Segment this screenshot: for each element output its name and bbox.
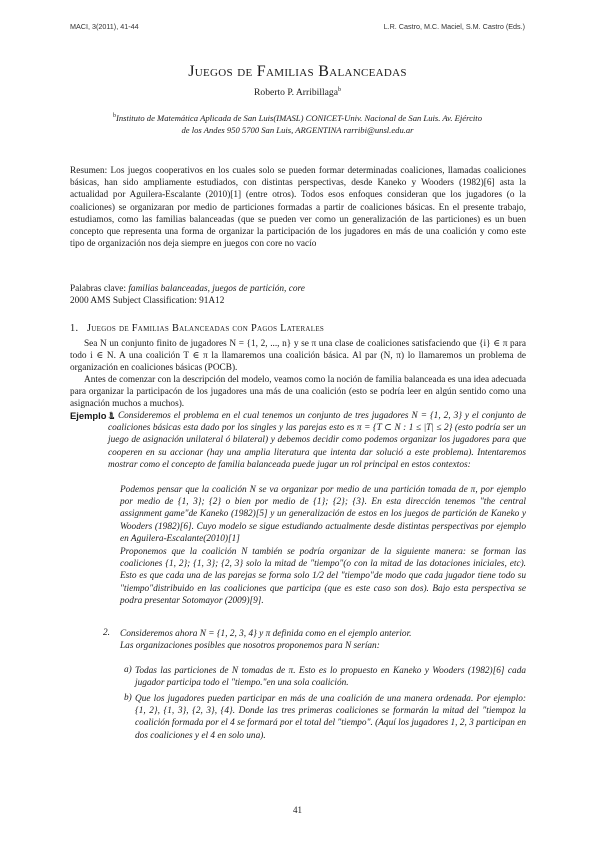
author-name: Roberto P. Arribillaga: [254, 87, 338, 99]
sub-item-b: Que los jugadores pueden participar en más de una coalición de una manera ordenada. Por ejemplo: {1, 2}, {1, 3}, {2, 3}, {4}. Donde las tres primeras coaliciones se formarán la mitad del "tiempoz la coalición formada por el 4 se formará por el total del "tiempo". (Aquí los jugadores 1, 2, 3 participan en dos coaliciones y el 4 en solo una).: [135, 694, 526, 741]
abstract-label: Resumen:: [70, 166, 108, 176]
section-heading: [70, 323, 324, 334]
sub-item-a: Todas las particiones de N tomadas de π. Esto es lo propuesto en Kaneko y Wooders (1982)[6] cada jugador participa todo el "tiempo."en una sola coalición.: [135, 666, 526, 689]
sub-item-b-label: b): [124, 693, 132, 703]
example-item-2-number: 2.: [103, 628, 110, 638]
keywords-text: familias balanceadas, juegos de partición, core: [128, 284, 305, 294]
page-number: 41: [293, 805, 302, 815]
running-header-right: L.R. Castro, M.C. Maciel, S.M. Castro (Eds.): [383, 22, 525, 31]
paper-title: Juegos de Familias Balanceadas: [188, 63, 407, 80]
paragraph-2: Antes de comenzar con la descripción del modelo, veamos como la noción de familia balanceada es una idea adecuada para organizar la participacón de los jugadores una más de una coalición (esto se podría leer en algún sentido como una asignación muchos a muchos).: [70, 375, 526, 410]
affiliation-text: Instituto de Matemática Aplicada de San Luis(IMASL) CONICET-Univ. Nacional de San Luis. Av. Ejército de los Andes 950 5700 San Luis, ARGENTINA rarribi@unsl.edu.ar: [116, 112, 482, 136]
abstract-text: Los juegos cooperativos en los cuales solo se pueden formar determinadas coaliciones, llamadas coaliciones básicas, han sido ampliamente estudiados, con distintas perspectivas, desde Kaneko y Wooders (1982)[6] asta la actualidad por Aguilera-Escalante (2010)[1] (entre otros). Todos esos enfoques consideran que los jugadores (o la coaliciones) se organizaran por medio de particiones formadas a partir de coaliciones básicas. En el presente trabajo, estudiamos, como las familias balanceadas (que se pueden ver como un generalización de las particiones) es un buen concepto que representa una forma de organizar la participación de los jugadores en más de una coalición y como este tipo de organización nos deja siempre en juegos con core no vacío: [70, 166, 526, 250]
paragraph-1: Sea N un conjunto finito de jugadores N = {1, 2, ..., n} y se π una clase de coaliciones satisfaciendo que {i} ∈ π para todo i ∈ N. A una coalición T ∈ π la llamaremos una coalición básica. Al par (N, π) lo llamaremos un problema de organización en coaliciones básicas (POCB).: [70, 339, 526, 374]
msc-classification: 2000 AMS Subject Classification: 91A12: [70, 296, 225, 306]
affiliation: [110, 110, 485, 137]
author-affil-mark: b: [337, 87, 341, 93]
keywords: [70, 283, 526, 295]
affil-mark: b: [113, 113, 116, 119]
abstract: [70, 165, 526, 250]
author-line: [0, 87, 595, 98]
sub-item-a-label: a): [124, 665, 132, 675]
running-header-left: MACI, 3(2011), 41-44: [70, 22, 139, 31]
section-title: Juegos de Familias Balanceadas con Pagos Laterales: [86, 323, 325, 334]
example-item-2: Consideremos ahora N = {1, 2, 3, 4} y π definida como en el ejemplo anterior.: [120, 629, 412, 639]
section-number: 1.: [70, 323, 79, 334]
keywords-label: Palabras clave:: [70, 284, 127, 294]
example-item-1-paragraph-2: Podemos pensar que la coalición N se va organizar por medio de una partición tomada de π, por ejemplo por medio de {1, 3}; {2} o bien por medio de {1}; {2}; {3}. En esta dirección tenemos "the central assignment game"de Kaneko (1982)[5] y un generalización de estos en los juegos de partición de Kaneko y Wooders (1982)[6]. Cuyo modelo se sigue estudiando actualmente desde distintas perspectivas por ejemplo en Aguilera-Escalante(2010)[1]: [120, 485, 526, 544]
example-item-1: 1. Consideremos el problema en el cual tenemos un conjunto de tres jugadores N = {1, 2, 3} y el conjunto de coaliciones básicas esta dado por los singles y las parejas esto es π = {T ⊂ N : 1 ≤ |T| ≤ 2} (esto podría ser un juego de asignación unilateral ó bilateral) y debemos decidir como podemos organizar los jugadores para que cooperen en su accionar (hay una amplia literatura que intenta dar solució a este problema). Intentaremos mostrar como el concepto de familia balanceada puede jugar un rol principal en estos contextos:: [108, 411, 526, 470]
example-item-1-paragraph-3: Proponemos que la coalición N también se podría organizar de la siguiente manera: se forman las coaliciones {1, 2}; {1, 3}; {2, 3} solo la mitad de "tiempo"(o con la mitad de las dotaciones iniciales, etc). Esto es que cada una de las parejas se forma solo 1/2 del "tiempo"de modo que cada jugador tiene todo su "tiempo"distribuido en las coaliciones que participa (que es este caso son dos). Bajo esta perspectiva se podra presentar Sotomayor (2009)[9].: [120, 547, 526, 606]
example-label: Ejemplo 1: [70, 410, 115, 421]
example-item-2-intro: Las organizaciones posibles que nosotros proponemos para N serían:: [120, 641, 380, 651]
